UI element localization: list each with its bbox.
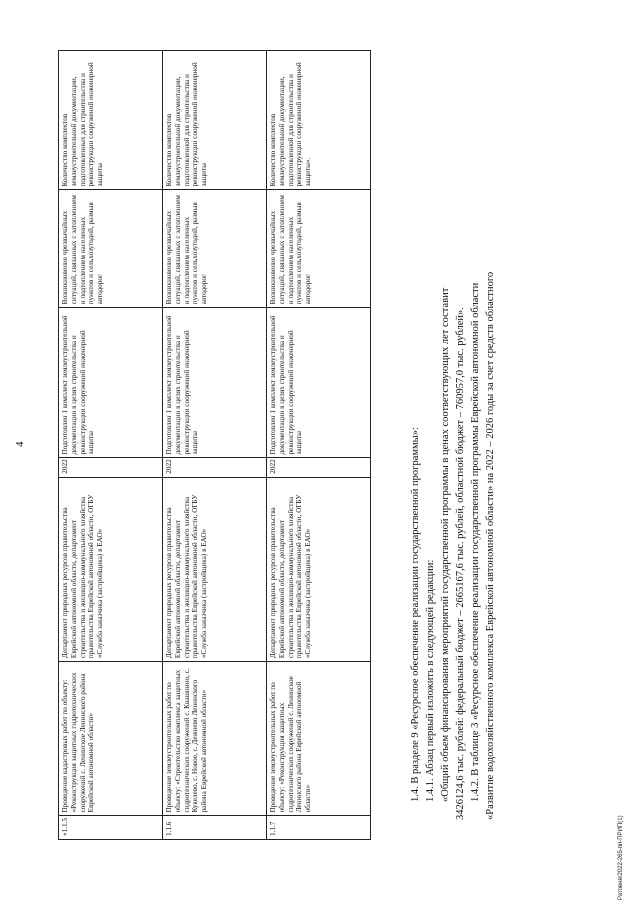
indicator: Количество комплектов землеустроительной документации, подготовленной для строительства и реконструкции сооружений инженерной защиты xyxy=(163,51,267,190)
measure-name: Проведение кадастровых работ по объекту: «Реконструкция защитных гидротехнических сооружений с. Ленинское Ленинского района Еврейской автономной области» xyxy=(59,662,163,816)
expected-result: Подготовлен 1 комплект землеустроительной документации в целях строительства и реконструкции сооружений инженерной защиты xyxy=(59,308,163,458)
paragraph: «Развитие водохозяйственного комплекса Еврейской автономной области» на 2022 – 2026 годы за счет средств областного xyxy=(485,271,496,820)
row-number: 1.1.7 xyxy=(267,816,371,840)
row-number: 1.1.6 xyxy=(163,816,267,840)
year: 2022 xyxy=(163,458,267,477)
risk: Возникновение чрезвычайных ситуаций, связанных с затоплением и подтоплением населенных пунктов и сельхозугодий, размыв автодорог xyxy=(163,190,267,308)
page-number: 4 xyxy=(14,441,26,447)
measure-name: Проведение землеустроительных работ по объекту: «Строительство комплекса защитных гидротехнических сооружений с. Квашнино, с. Кукелево, с. Новое, с. Дежнево Ленинского района Еврейской автономной области» xyxy=(163,662,267,816)
executor: Департамент природных ресурсов правительства Еврейской автономной области, департамент строительства и жилищно-коммунального хозяйства правительства Еврейской автономной области, ОГБУ «Служба заказчика (застройщика) в ЕАО» xyxy=(59,477,163,661)
table-row xyxy=(59,51,163,840)
expected-result: Подготовлен 1 комплект землеустроительной документации в целях строительства и реконструкции сооружений инженерной защиты xyxy=(267,308,371,458)
year: 2022 xyxy=(267,458,371,477)
measures-table xyxy=(58,50,371,840)
indicator: Количество комплектов землеустроительной документации, подготовленной для строительства и реконструкции сооружений инженерной защиты». xyxy=(267,51,371,190)
indicator: Количество комплектов землеустроительной документации, подготовленных для строительства и реконструкции сооружений инженерной защиты xyxy=(59,51,163,190)
paragraph: 1.4. В разделе 9 «Ресурсное обеспечение реализации государственной программы»: xyxy=(410,427,421,802)
table-row xyxy=(163,51,267,840)
paragraph: «Общий объем финансирования мероприятий государственной программы в ценах соответствующих лет составит xyxy=(440,287,451,802)
expected-result: Подготовлен 1 комплект землеустроительной документации в целях строительства и реконструкции сооружений инженерной защиты xyxy=(163,308,267,458)
body-text xyxy=(408,50,498,820)
risk: Возникновение чрезвычайных ситуаций, связанных с затоплением и подтоплением населенных пунктов и сельхозугодий, размыв автодорог xyxy=(59,190,163,308)
rotated-content xyxy=(58,50,558,840)
paragraph: 3426124,6 тыс. рублей: федеральный бюджет – 2665167,6 тыс. рублей, областной бюджет – 760957,0 тыс. рублей». xyxy=(455,307,466,820)
row-number: «1.1.5 xyxy=(59,816,163,840)
paragraph: 1.4.2. В таблице 3 «Ресурсное обеспечение реализации государственной программы Еврейской автономной области xyxy=(470,282,481,802)
paragraph: 1.4.1. Абзац первый изложить в следующей редакции: xyxy=(425,559,436,802)
executor: Департамент природных ресурсов правительства Еврейской автономной области, департамент строительства и жилищно-коммунального хозяйства правительства Еврейской автономной области, ОГБУ «Служба заказчика (застройщика) в ЕАО» xyxy=(267,477,371,661)
footer-code: Ратовня/2022-265-пп-ПРИП(1) xyxy=(618,815,624,900)
year: 2022 xyxy=(59,458,163,477)
table-row xyxy=(267,51,371,840)
executor: Департамент природных ресурсов правительства Еврейской автономной области, департамент строительства и жилищно-коммунального хозяйства правительства Еврейской автономной области, ОГБУ «Служба заказчика (застройщика) в ЕАО» xyxy=(163,477,267,661)
measure-name: Проведение землеустроительных работ по объекту: «Реконструкция защитных гидротехнических сооружений с. Ленинское Ленинского района Еврейской автономной области» xyxy=(267,662,371,816)
risk: Возникновение чрезвычайных ситуаций, связанных с затоплением и подтоплением населенных пунктов и сельхозугодий, размыв автодорог xyxy=(267,190,371,308)
